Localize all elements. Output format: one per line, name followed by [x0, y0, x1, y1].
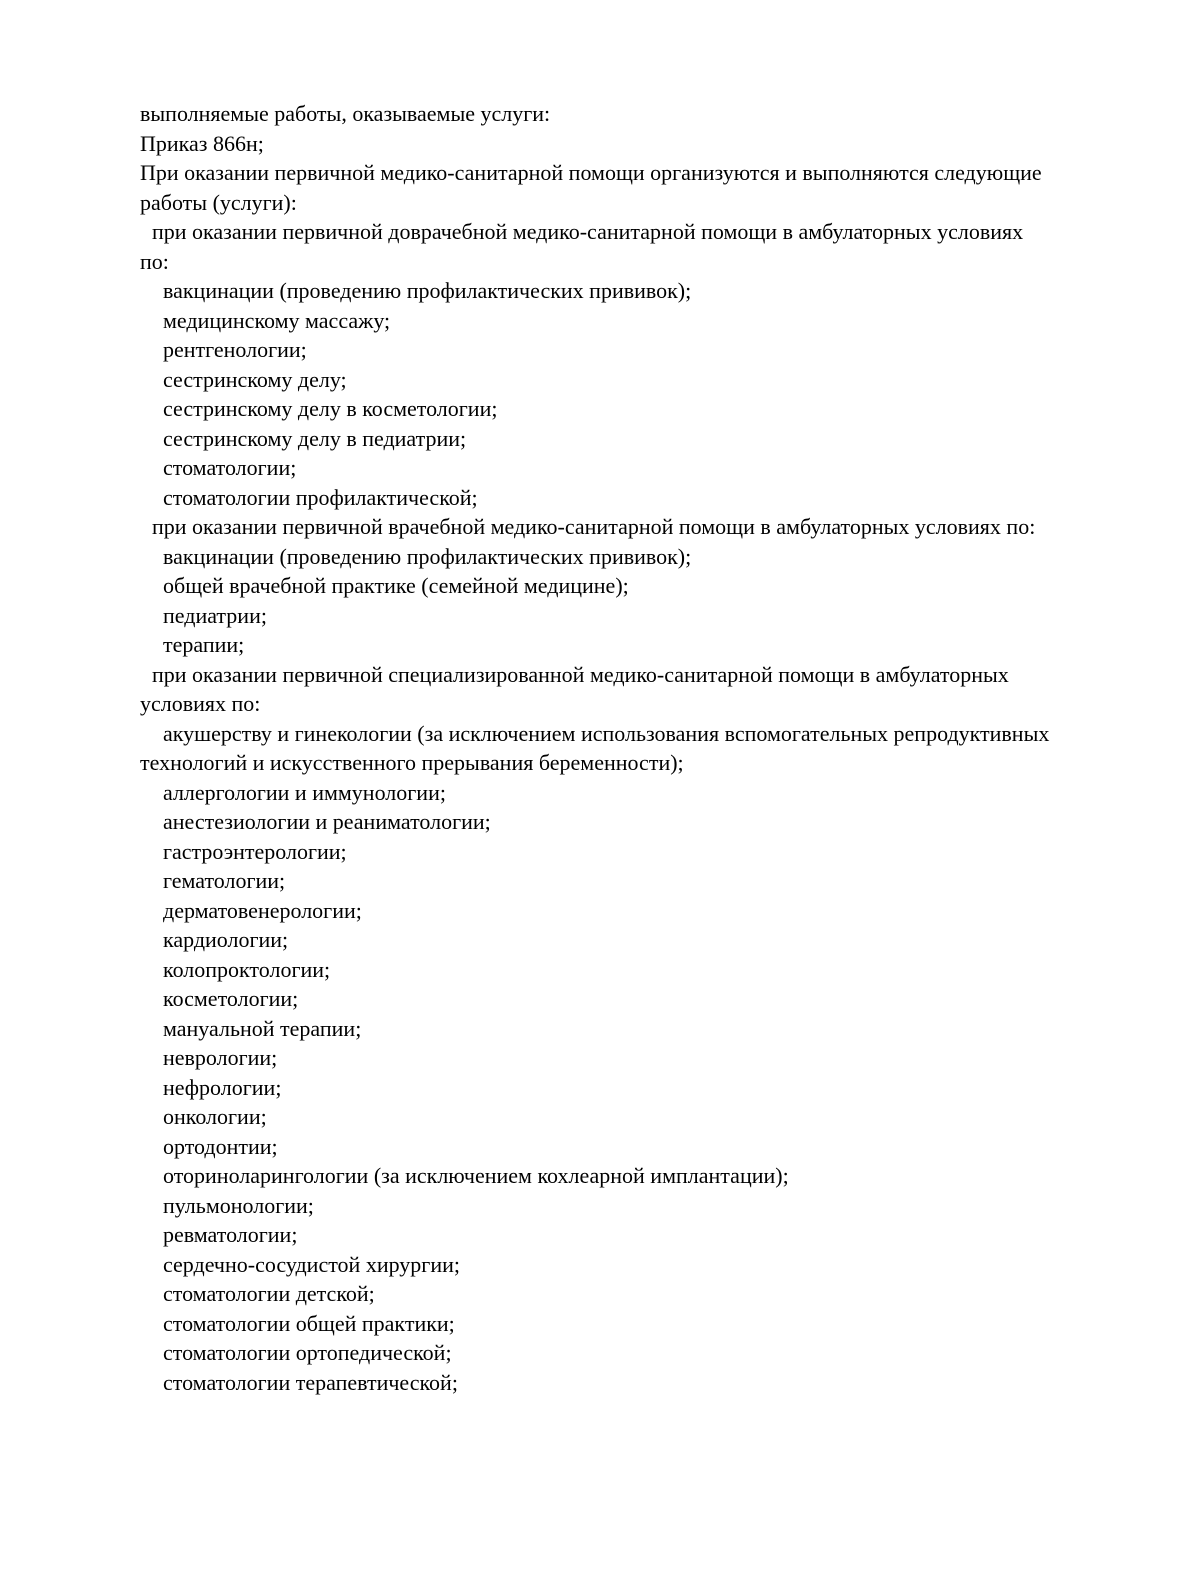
document-line: сердечно-сосудистой хирургии; [163, 1251, 460, 1277]
document-line: ортодонтии; [163, 1133, 278, 1159]
document-line: стоматологии общей практики; [163, 1310, 455, 1336]
document-line: сестринскому делу; [163, 366, 347, 392]
document-line: стоматологии ортопедической; [163, 1340, 452, 1365]
document-line: аллергологии и иммунологии; [163, 779, 446, 805]
document-line: при оказании первичной специализированной медико-санитарной помощи в амбулаторных [152, 661, 1009, 687]
document-line: гастроэнтерологии; [163, 838, 347, 864]
document-line: общей врачебной практике (семейной медицине); [163, 573, 629, 598]
document-line: дерматовенерологии; [163, 897, 362, 923]
document-line: вакцинации (проведению профилактических прививок); [163, 543, 692, 569]
document-line: При оказании первичной медико-санитарной помощи организуются и выполняются следующие [140, 160, 1042, 185]
document-line: стоматологии терапевтической; [163, 1369, 458, 1395]
document-line: стоматологии детской; [163, 1281, 375, 1306]
document-line: выполняемые работы, оказываемые услуги: [140, 101, 551, 126]
document-line: нефрологии; [163, 1074, 282, 1100]
document-line: медицинскому массажу; [163, 307, 391, 333]
document-text-block [140, 99, 1130, 1397]
document-line: сестринскому делу в педиатрии; [163, 425, 467, 451]
document-line: вакцинации (проведению профилактических прививок); [163, 278, 692, 303]
document-line: терапии; [163, 632, 245, 657]
document-line: при оказании первичной доврачебной медико-санитарной помощи в амбулаторных условиях [152, 219, 1024, 244]
document-line: ревматологии; [163, 1222, 298, 1247]
document-line: при оказании первичной врачебной медико-санитарной помощи в амбулаторных условиях по: [152, 514, 1036, 539]
document-line: кардиологии; [163, 927, 289, 952]
document-line: Приказ 866н; [140, 130, 264, 156]
document-line: сестринскому делу в косметологии; [163, 396, 498, 421]
document-line: анестезиологии и реаниматологии; [163, 809, 491, 834]
document-line: технологий и искусственного прерывания беременности); [140, 750, 684, 775]
document-line: мануальной терапии; [163, 1015, 362, 1041]
document-line: работы (услуги): [140, 189, 297, 215]
document-line: неврологии; [163, 1045, 278, 1070]
document-line: гематологии; [163, 868, 286, 893]
document-line: пульмонологии; [163, 1192, 314, 1218]
document-line: стоматологии; [163, 455, 297, 480]
document-line: оториноларингологии (за исключением кохлеарной имплантации); [163, 1163, 789, 1188]
document-line: по: [140, 248, 169, 274]
document-line: рентгенологии; [163, 337, 307, 362]
document-line: педиатрии; [163, 602, 267, 628]
document-line: косметологии; [163, 986, 299, 1011]
document-line: онкологии; [163, 1104, 267, 1129]
document-line: стоматологии профилактической; [163, 484, 478, 510]
document-line: условиях по: [140, 691, 261, 716]
document-line: акушерству и гинекологии (за исключением использования вспомогательных репродуктивных [163, 720, 1050, 746]
document-line: колопроктологии; [163, 956, 331, 982]
